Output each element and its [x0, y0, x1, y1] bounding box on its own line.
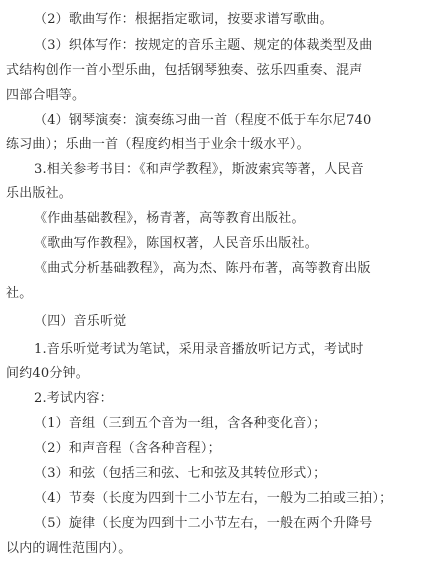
- text-line: 以内的调性范围内）。: [6, 541, 132, 556]
- text-line: 《歌曲写作教程》，陈国权著，人民音乐出版社。: [34, 236, 318, 251]
- list-item: （5）旋律（长度为四到十二小节左右，一般在两个升降号: [34, 516, 373, 531]
- text-line: （2）歌曲写作：根据指定歌词，按要求谱写歌曲。: [34, 12, 333, 27]
- list-item: （3）和弦（包括三和弦、七和弦及其转位形式）；: [34, 466, 327, 481]
- text-line: 《作曲基础教程》，杨青著，高等教育出版社。: [34, 211, 305, 226]
- text-line: 式结构创作一首小型乐曲，包括钢琴独奏、弦乐四重奏、混声: [6, 63, 363, 78]
- section-heading: （四）音乐听觉: [34, 314, 127, 329]
- text-line: 3.相关参考书目：《和声学教程》，斯波索宾等著，人民音: [34, 162, 364, 177]
- text-line: 练习曲）；乐曲一首（程度约相当于业余十级水平）。: [6, 137, 310, 152]
- list-item: （2）和声音程（含各种音程）；: [34, 441, 221, 456]
- text-line: （3）织体写作：按规定的音乐主题、规定的体裁类型及曲: [34, 38, 373, 53]
- list-item: （4）节奏（长度为四到十二小节左右，一般为二拍或三拍）；: [34, 491, 393, 506]
- text-line: 四部合唱等。: [6, 88, 86, 103]
- text-line: 乐出版社。: [6, 186, 73, 201]
- text-line: 间约40分钟。: [6, 366, 89, 381]
- text-line: 2.考试内容：: [34, 391, 113, 406]
- list-item: （1）音组（三到五个音为一组，含各种变化音）；: [34, 416, 327, 431]
- text-line: 《曲式分析基础教程》，高为杰、陈丹布著，高等教育出版: [34, 261, 371, 276]
- text-line: 社。: [6, 286, 33, 301]
- text-line: （4）钢琴演奏：演奏练习曲一首（程度不低于车尔尼740: [34, 113, 372, 128]
- text-line: 1.音乐听觉考试为笔试，采用录音播放听记方式，考试时: [34, 342, 364, 357]
